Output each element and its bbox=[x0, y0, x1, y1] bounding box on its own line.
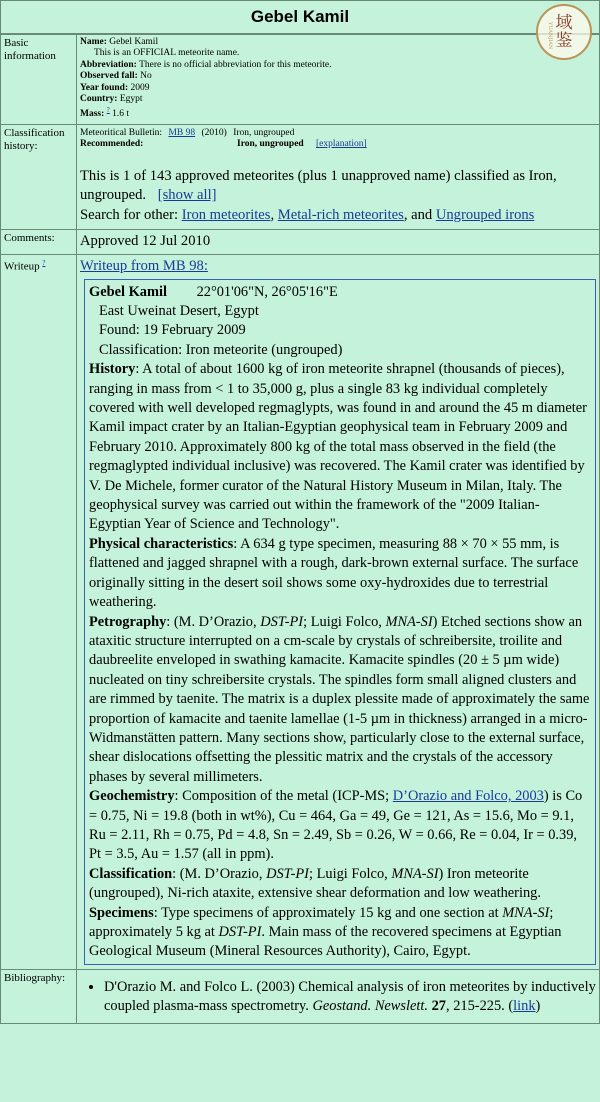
search-prefix: Search for other: bbox=[80, 207, 179, 223]
geochemistry-text-a: : Composition of the metal (ICP-MS; bbox=[174, 788, 393, 805]
classification-heading: Classification bbox=[89, 865, 173, 882]
specimens-mna: MNA-SI bbox=[502, 904, 550, 921]
show-all-link[interactable]: [show all] bbox=[157, 187, 217, 204]
history-paragraph bbox=[89, 360, 591, 535]
page-title: Gebel Kamil bbox=[0, 0, 600, 34]
classification-label: Classification history: bbox=[1, 125, 77, 230]
recommended-label: Recommended: bbox=[80, 139, 144, 150]
specimens-heading: Specimens bbox=[89, 904, 154, 921]
specimens-text-a: : Type specimens of approximately 15 kg and one section at bbox=[153, 904, 503, 921]
geochemistry-paragraph bbox=[89, 787, 591, 865]
name-value: Gebel Kamil bbox=[109, 37, 159, 47]
search-link-metal-rich[interactable]: Metal-rich meteorites bbox=[277, 207, 404, 223]
writeup-cell bbox=[77, 255, 600, 970]
specimens-text-b: ; approximately 5 kg at bbox=[89, 904, 554, 940]
seal-char-1: 域 bbox=[555, 13, 573, 33]
explanation-link[interactable]: [explanation] bbox=[316, 139, 367, 150]
abbr-value: There is no official abbreviation for this meteorite. bbox=[139, 59, 332, 70]
geochemistry-ref-link[interactable]: D’Orazio and Folco, 2003 bbox=[392, 788, 544, 805]
seal-stamp bbox=[536, 4, 592, 60]
bib-pages: , 215-225. ( bbox=[446, 998, 514, 1015]
name-label: Name: bbox=[80, 37, 107, 47]
country-value: Egypt bbox=[119, 94, 143, 105]
year-value: 2009 bbox=[130, 82, 150, 93]
writeup-location: East Uweinat Desert, Egypt bbox=[99, 303, 259, 319]
mb-year: (2010) bbox=[201, 128, 227, 138]
fall-value: No bbox=[140, 71, 152, 82]
specimens-dst: DST-PI bbox=[218, 924, 262, 940]
history-text: : A total of about 1600 kg of iron meteorite shrapnel (thousands of pieces), ranging in mass from < 1 to 35,000 g, plus a single 83 kg individual completely covered with well developed regmaglypts, was found in and around the 45 m diameter Kamil impact crater by an Italian-Egyptian geophysical team in February 2009 and February 2010. Approximately 800 kg of the total mass observed in the field (the regmaglypted individual inclusive) was recovered. The Kamil crater was identified by V. De Michele, former curator of the Natural History Museum in Milan, Italy. The geophysical survey was carried out within the framework of the "2009 Italian-Egyptian Year of Science and Technology". bbox=[89, 361, 587, 533]
classification-text-a: : (M. D’Orazio, bbox=[172, 865, 267, 882]
history-heading: History bbox=[89, 361, 136, 378]
classification-row bbox=[1, 125, 600, 230]
physical-text: : A 634 g type specimen, measuring 88 × 70 × 55 mm, is flattened and jagged shrapnel with a rough, dark-brown external surface. The surface originally sitting in the desert soil shows some oxy-hydroxides due to terrestrial weathering. bbox=[89, 535, 579, 611]
specimens-paragraph bbox=[89, 904, 591, 962]
writeup-label: Writeup bbox=[4, 260, 40, 273]
writeup-coords: 22°01'06"N, 26°05'16"E bbox=[196, 283, 338, 300]
basic-label: Basic information bbox=[1, 35, 77, 125]
mass-value: 1.6 t bbox=[112, 109, 130, 120]
petrography-mna: MNA-SI bbox=[385, 613, 433, 630]
petrography-text-c: ) Etched sections show an ataxitic structure interrupted on a cm-scale by crystals of schreibersite, troilite and daubreelite enveloped in swathing kamacite. Kamacite spindles (20 ± 5 µm wide) nucleated on tiny schreibersite crystals. The spindles form small aligned clusters and are rimmed by taenite. The matrix is a duplex plessite made of approximately the same proportion of kamacite and taenite lamellae (1-5 µm in thickness) arranged in a micro-Widmanstätten pattern. Many sections show, particularly close to the external surface, shear dislocations offsetting the plessitic matrix and the crystals of the accessory phases by several millimeters. bbox=[89, 613, 590, 785]
abbr-label: Abbreviation: bbox=[80, 59, 137, 70]
petrography-text-b: ; Luigi Folco, bbox=[303, 613, 386, 630]
classification-dst: DST-PI bbox=[266, 865, 309, 882]
mb-class: Iron, ungrouped bbox=[233, 128, 295, 138]
recommended-class: Iron, ungrouped bbox=[237, 139, 304, 150]
physical-paragraph bbox=[89, 535, 591, 613]
writeup-name: Gebel Kamil bbox=[89, 283, 167, 300]
writeup-help-link[interactable]: ? bbox=[42, 259, 46, 267]
mb-link[interactable]: MB 98 bbox=[168, 128, 196, 138]
bib-close: ) bbox=[535, 998, 541, 1015]
specimens-text-c: . Main mass of the recovered specimens at Egyptian Geological Museum (Mineral Resources Authority), Cairo, Egypt. bbox=[89, 924, 562, 960]
classification-text-b: ; Luigi Folco, bbox=[308, 865, 392, 882]
classification-paragraph bbox=[89, 865, 591, 904]
petrography-text-a: : (M. D’Orazio, bbox=[166, 613, 261, 630]
classification-mna: MNA-SI bbox=[391, 865, 439, 882]
bibliography-item bbox=[104, 978, 596, 1017]
mass-help-link[interactable]: ? bbox=[106, 106, 110, 115]
classification-text-c: ) Iron meteorite (ungrouped), Ni-rich ataxite, extensive shear deformation and low weathering. bbox=[89, 865, 541, 902]
search-link-iron[interactable]: Iron meteorites bbox=[181, 207, 271, 223]
comments-row bbox=[1, 230, 600, 255]
writeup-row bbox=[1, 255, 600, 970]
seal-char-2: 鉴 bbox=[555, 31, 573, 51]
writeup-label-cell bbox=[1, 255, 77, 970]
comments-label: Comments: bbox=[1, 230, 77, 255]
bibliography-label: Bibliography: bbox=[1, 969, 77, 1023]
writeup-found: Found: 19 February 2009 bbox=[99, 322, 246, 339]
petrography-paragraph bbox=[89, 613, 591, 788]
seal-side-text: YUANJIAN bbox=[547, 22, 553, 50]
bibliography-list bbox=[80, 978, 596, 1017]
writeup-class-line: Classification: Iron meteorite (ungrouped) bbox=[99, 341, 343, 358]
meteorite-table bbox=[0, 31, 600, 1024]
official-note: This is an OFFICIAL meteorite name. bbox=[94, 48, 240, 59]
year-label: Year found: bbox=[80, 82, 129, 93]
mb-label: Meteoritical Bulletin: bbox=[80, 128, 163, 138]
physical-heading: Physical characteristics bbox=[89, 535, 234, 552]
bib-text: D'Orazio M. and Folco L. (2003) Chemical analysis of iron meteorites by inductively coupled plasma-mass spectrometry. bbox=[104, 978, 596, 1015]
basic-row bbox=[1, 35, 600, 125]
petrography-dst: DST-PI bbox=[260, 613, 304, 630]
country-label: Country: bbox=[80, 94, 118, 105]
class-summary: This is 1 of 143 approved meteorites (plus 1 unapproved name) classified as Iron, ungrouped. bbox=[80, 167, 557, 204]
geochemistry-text-b: ) is Co = 0.75, Ni = 19.8 (both in wt%), Cu = 464, Ga = 49, Ge = 121, As = 15.6, Mo = 9.1, Ru = 2.11, Rh = 0.75, Pd = 4.8, Sn = 2.49, Sb = 0.26, W = 0.66, Re = 0.04, Ir = 0.39, Pt = 3.5, Au = 1.57 (all in ppm). bbox=[89, 788, 583, 863]
petrography-heading: Petrography bbox=[89, 613, 167, 630]
search-sep-2: , and bbox=[403, 207, 433, 223]
writeup-source-link[interactable]: Writeup from MB 98: bbox=[80, 258, 208, 274]
search-link-ungrouped[interactable]: Ungrouped irons bbox=[435, 207, 535, 223]
writeup-box bbox=[84, 279, 596, 965]
comments-text: Approved 12 Jul 2010 bbox=[77, 230, 600, 255]
fall-label: Observed fall: bbox=[80, 71, 138, 82]
bibliography-cell bbox=[77, 969, 600, 1023]
search-sep-1: , bbox=[270, 207, 275, 223]
geochemistry-heading: Geochemistry bbox=[89, 788, 175, 805]
bib-volume: 27 bbox=[431, 998, 446, 1015]
mass-label: Mass: bbox=[80, 109, 105, 120]
classification-cell bbox=[77, 125, 600, 230]
basic-info bbox=[77, 35, 600, 125]
bibliography-row bbox=[1, 969, 600, 1023]
bib-link[interactable]: link bbox=[513, 998, 536, 1015]
bib-journal: Geostand. Newslett. bbox=[312, 998, 428, 1015]
